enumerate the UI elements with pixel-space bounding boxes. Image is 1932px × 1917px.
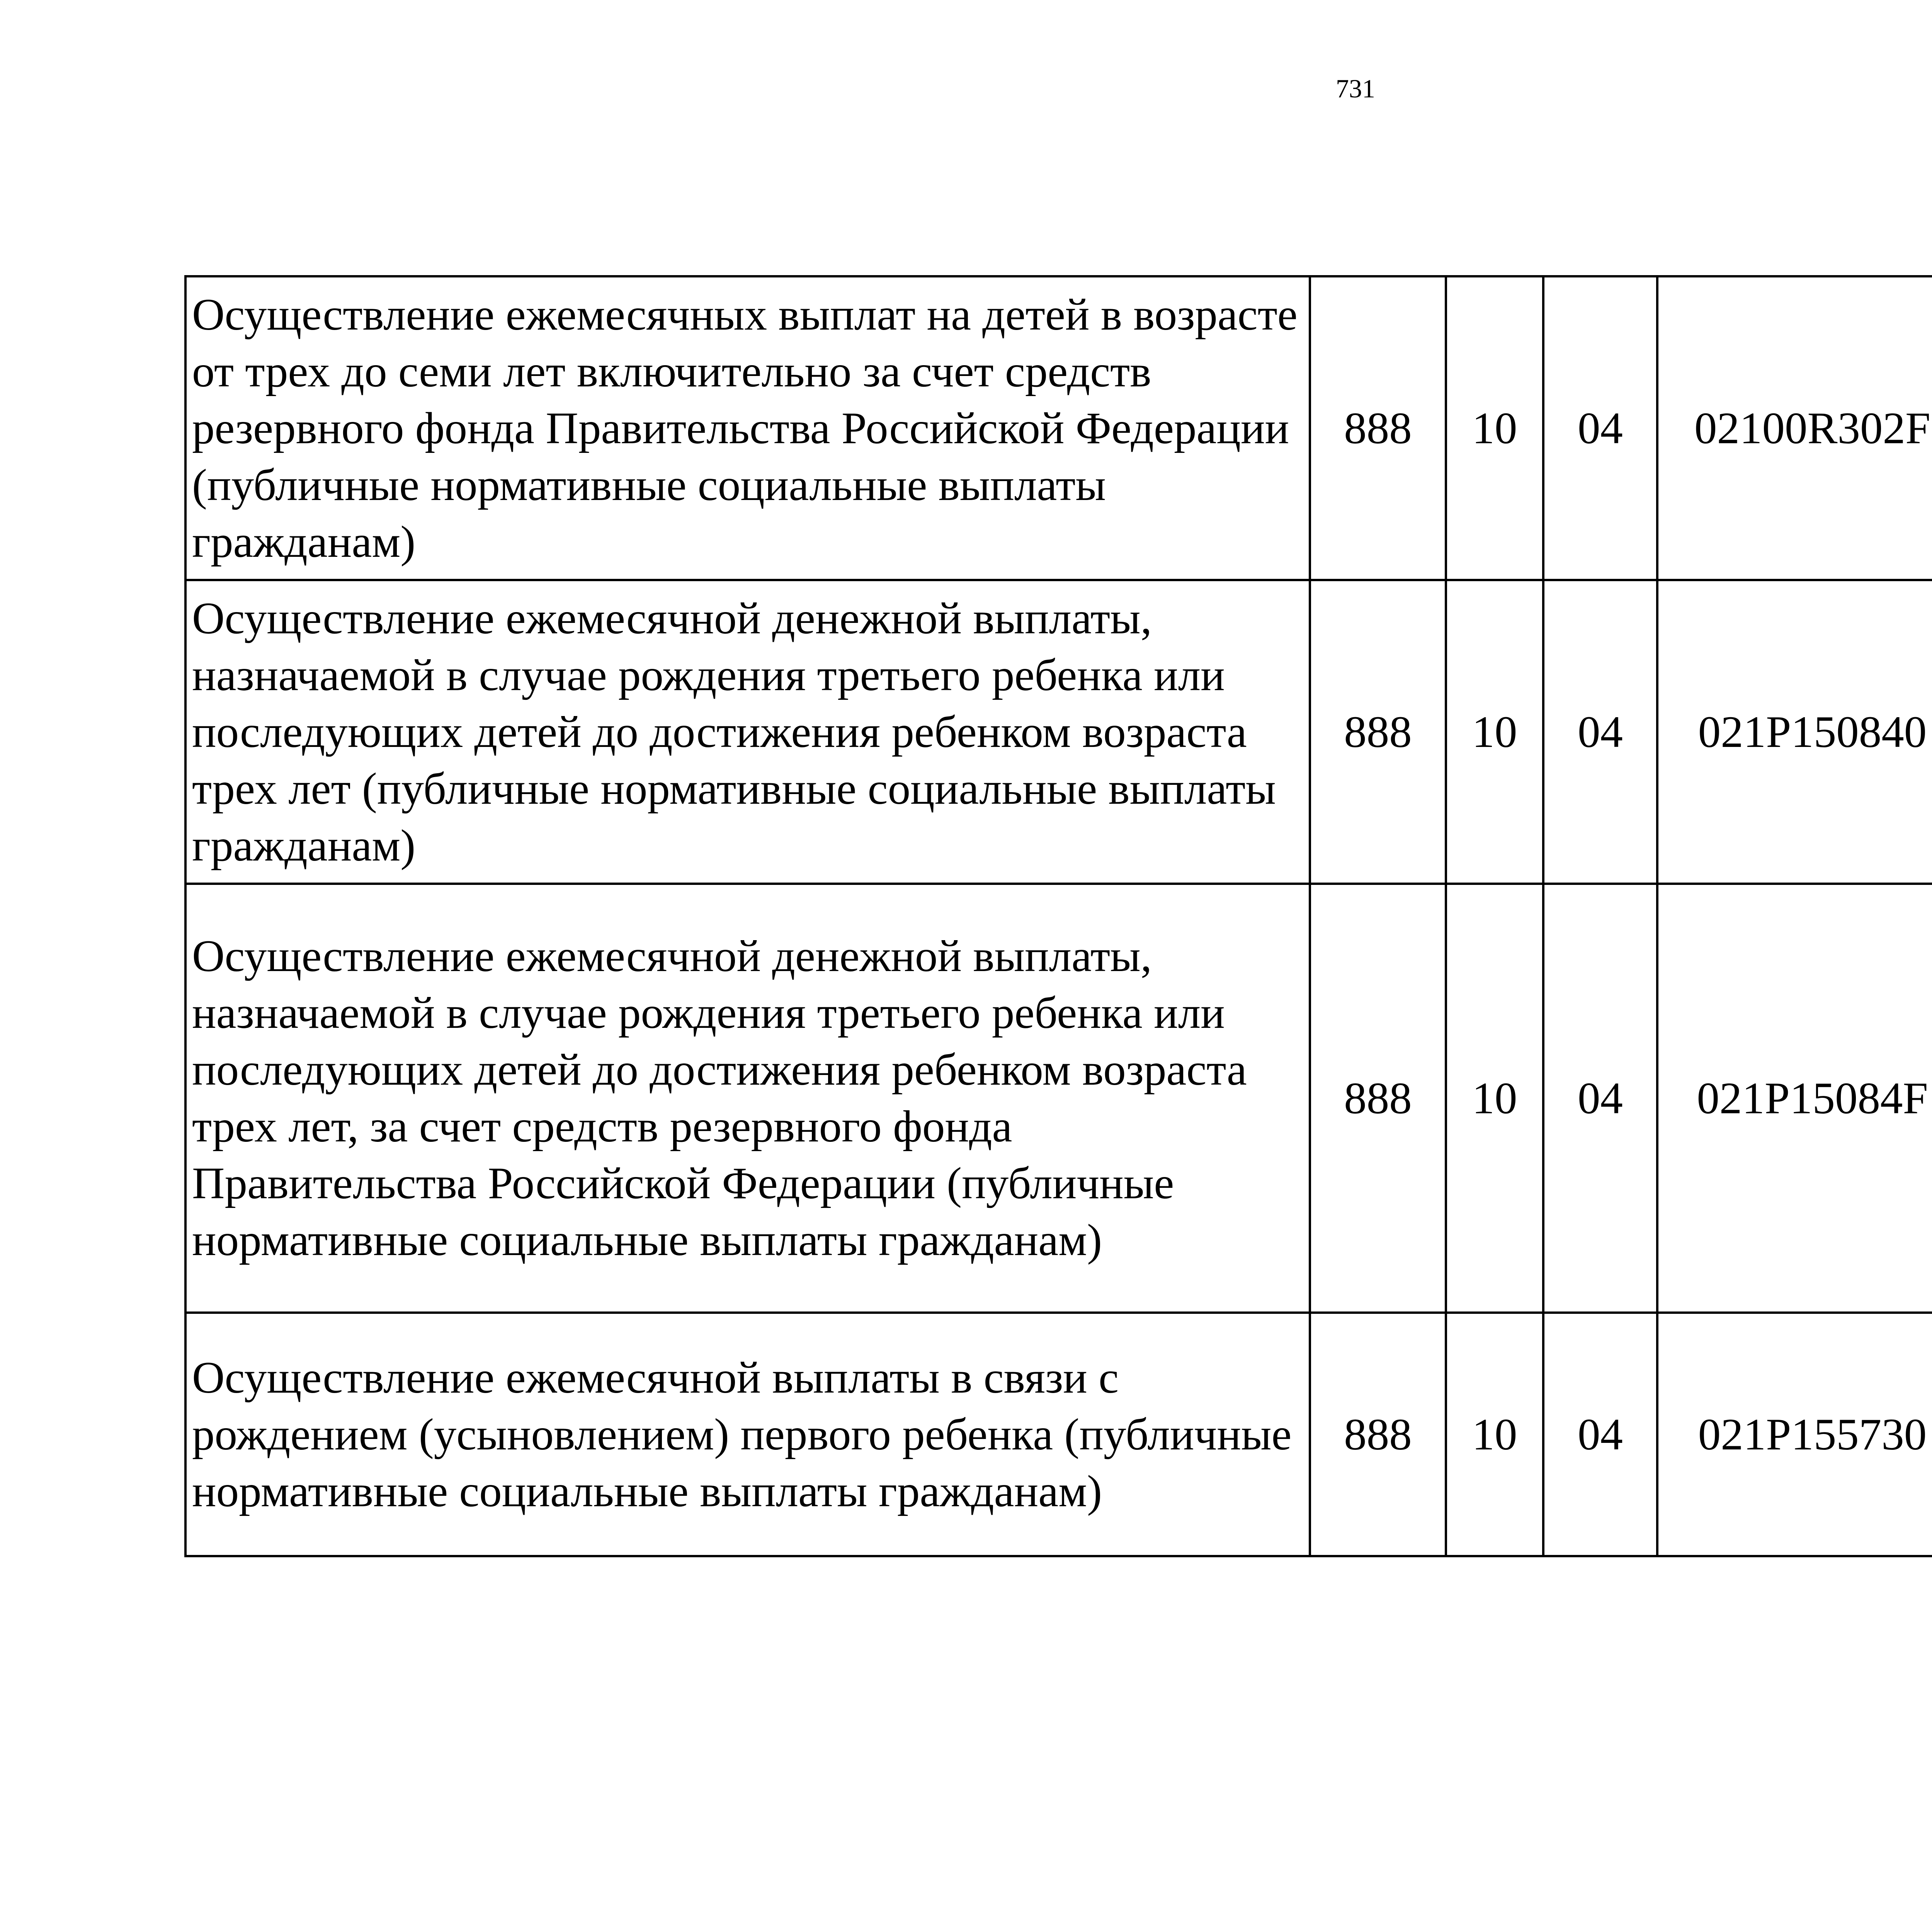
section-code: 10 <box>1446 1313 1543 1556</box>
subsection-code: 04 <box>1543 884 1657 1313</box>
table-row <box>185 580 1932 884</box>
table-row <box>185 884 1932 1313</box>
target-article-code: 021P155730 <box>1657 1313 1932 1556</box>
ministry-code: 888 <box>1310 580 1446 884</box>
ministry-code: 888 <box>1310 1313 1446 1556</box>
target-article-code: 021P150840 <box>1657 580 1932 884</box>
ministry-code: 888 <box>1310 276 1446 580</box>
row-description: Осуществление ежемесячной денежной выплаты, назначаемой в случае рождения третьего ребенка или последующих детей до достижения ребенком возраста трех лет (публичные нормативные социальные выплаты гражданам) <box>185 580 1310 884</box>
row-description: Осуществление ежемесячной выплаты в связи с рождением (усыновлением) первого ребенка (публичные нормативные социальные выплаты гражданам) <box>185 1313 1310 1556</box>
row-description: Осуществление ежемесячных выплат на детей в возрасте от трех до семи лет включительно за счет средств резервного фонда Правительства Российской Федерации (публичные нормативные социальные выплаты гражданам) <box>185 276 1310 580</box>
section-code: 10 <box>1446 580 1543 884</box>
row-description: Осуществление ежемесячной денежной выплаты, назначаемой в случае рождения третьего ребенка или последующих детей до достижения ребенком возраста трех лет, за счет средств резервного фонда Правительства Российской Федерации (публичные нормативные социальные выплаты гражданам) <box>185 884 1310 1313</box>
budget-table <box>184 275 1932 1557</box>
target-article-code: 02100R302F <box>1657 276 1932 580</box>
ministry-code: 888 <box>1310 884 1446 1313</box>
target-article-code: 021P15084F <box>1657 884 1932 1313</box>
subsection-code: 04 <box>1543 580 1657 884</box>
section-code: 10 <box>1446 276 1543 580</box>
subsection-code: 04 <box>1543 276 1657 580</box>
table-row <box>185 1313 1932 1556</box>
section-code: 10 <box>1446 884 1543 1313</box>
subsection-code: 04 <box>1543 1313 1657 1556</box>
page-number: 731 <box>1336 74 1375 103</box>
table-row <box>185 276 1932 580</box>
